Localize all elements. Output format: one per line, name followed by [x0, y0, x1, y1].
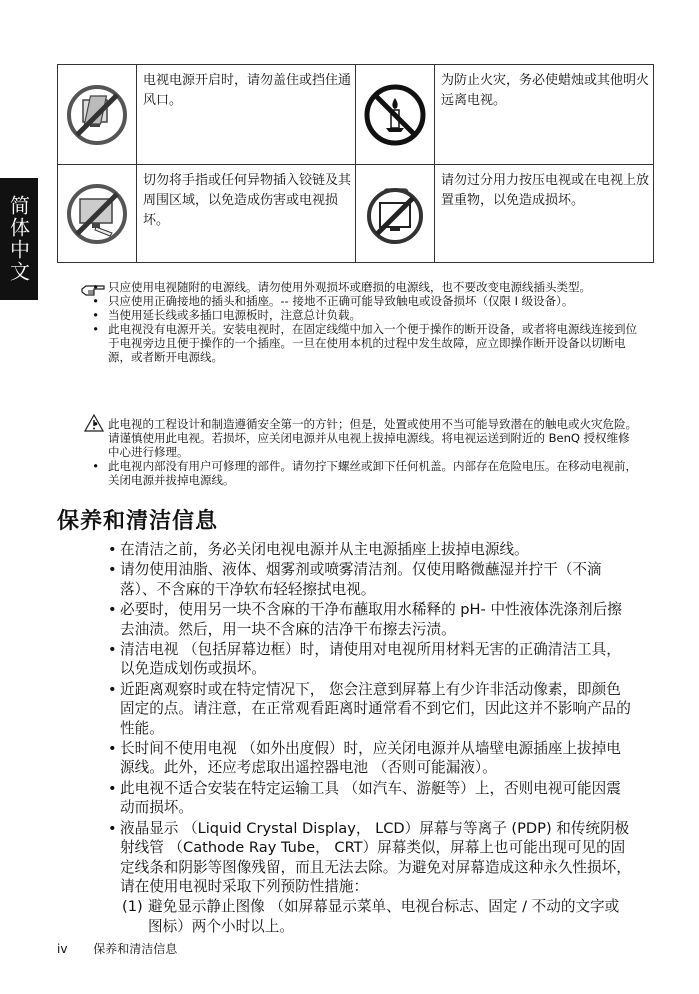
list-item: • 长时间不使用电视 （如外出度假）时，应关闭电源并从墙壁电源插座上拔掉电源线。此外，还应考虑取出遥控器电池 （否则可能漏液）。	[108, 740, 621, 777]
warning-icon-cell	[356, 165, 435, 263]
list-item: • 当使用延长线或多插口电源板时，注意总计负载。	[92, 308, 361, 322]
warning-text-cell: 为防止火灾，务必使蜡烛或其他明火远离电视。	[435, 65, 654, 165]
list-item: • 此电视的工程设计和制造遵循安全第一的方针；但是，处置或使用不当可能导致潜在的触电或火灾危险。请谨慎使用此电视。若损坏，应关闭电源并从电视上拔掉电源线。将电视运送到附近的 BenQ 授权维修中心进行修理。	[92, 417, 637, 459]
safety-notes	[78, 417, 638, 487]
list-item: • 此电视没有电源开关。安装电视时，在固定线缆中加入一个便于操作的断开设备，或者将电源线连接到位于电视旁边且便于操作的一个插座。一旦在使用本机的过程中发生故障，应立即操作断开设备以切断电源，或者断开电源线。	[92, 322, 637, 364]
list-item: • 在清洁之前，务必关闭电视电源并从主电源插座上拔掉电源线。	[108, 541, 529, 558]
list-item: • 此电视不适合安装在特定运输工具 （如汽车、游艇等）上，否则电视可能因震动而损坏。	[108, 779, 621, 817]
list-item: • 请勿使用油脂、液体、烟雾剂或喷雾清洁剂。仅使用略微蘸湿并拧干（不滴落）、不含麻的干净软布轻轻擦拭电视。	[108, 561, 602, 598]
section-title: 保养和清洁信息	[57, 509, 219, 534]
language-label: 简体中文	[6, 195, 31, 283]
warning-text-cell: 切勿将手指或任何异物插入铰链及其周围区域，以免造成伤害或电视损坏。	[137, 165, 356, 263]
no-objects-in-hinge-icon	[66, 183, 128, 245]
blocked-vents-icon	[66, 84, 128, 146]
list-item: • 清洁电视 （包括屏幕边框）时，请使用对电视所用材料无害的正确清洁工具，以免造成划伤或损坏。	[108, 641, 621, 678]
list-item: • 近距离观察时或在特定情况下， 您会注意到屏幕上有少许非活动像素，即颜色固定的点。请注意，在正常观看距离时通常看不到它们，因此这并不影响产品的性能。	[108, 680, 631, 737]
warning-text-cell: 请勿过分用力按压电视或在电视上放置重物，以免造成损坏。	[435, 165, 654, 263]
warning-text-cell: 电视电源开启时，请勿盖住或挡住通风口。	[137, 65, 356, 165]
warning-icon-cell	[58, 165, 137, 263]
warning-icon-cell	[58, 65, 137, 165]
no-heavy-objects-icon	[364, 183, 426, 245]
list-item: • 只应使用电视随附的电源线。请勿使用外观损坏或磨损的电源线，也不要改变电源线插头类型。	[92, 280, 591, 294]
sub-list-item: (1) 避免显示静止图像 （如屏幕显示菜单、电视台标志、固定 / 不动的文字或图标）两个小时以上。	[122, 898, 620, 935]
no-open-flame-icon	[364, 84, 426, 146]
power-notes	[78, 280, 638, 364]
care-list	[108, 540, 633, 936]
list-item: • 液晶显示 （Liquid Crystal Display， LCD）屏幕与等离子 (PDP) 和传统阴极射线管 （Cathode Ray Tube， CRT）屏幕类似，屏幕上也可能出现可见的固定线条和阴影等图像残留，而且无法去除。为避免对屏幕造成这种永久性损坏，请在使用电视时采取下列预防性措施：	[108, 819, 631, 895]
warning-table	[57, 64, 654, 263]
language-side-tab	[0, 178, 38, 300]
warning-icon-cell	[356, 65, 435, 165]
page-number: iv	[57, 942, 68, 956]
list-item: • 只应使用正确接地的插头和插座。-- 接地不正确可能导致触电或设备损坏（仅限 I 级设备）。	[92, 294, 574, 308]
list-item: • 此电视内部没有用户可修理的部件。请勿拧下螺丝或卸下任何机盖。内部存在危险电压。在移动电视前，关闭电源并拔掉电源线。	[92, 459, 637, 487]
page-footer	[57, 940, 177, 957]
footer-title: 保养和清洁信息	[93, 942, 178, 956]
list-item: • 必要时，使用另一块不含麻的干净布蘸取用水稀释的 pH- 中性液体洗涤剂后擦去油渍。然后，用一块不含麻的洁净干布擦去污渍。	[108, 601, 622, 638]
